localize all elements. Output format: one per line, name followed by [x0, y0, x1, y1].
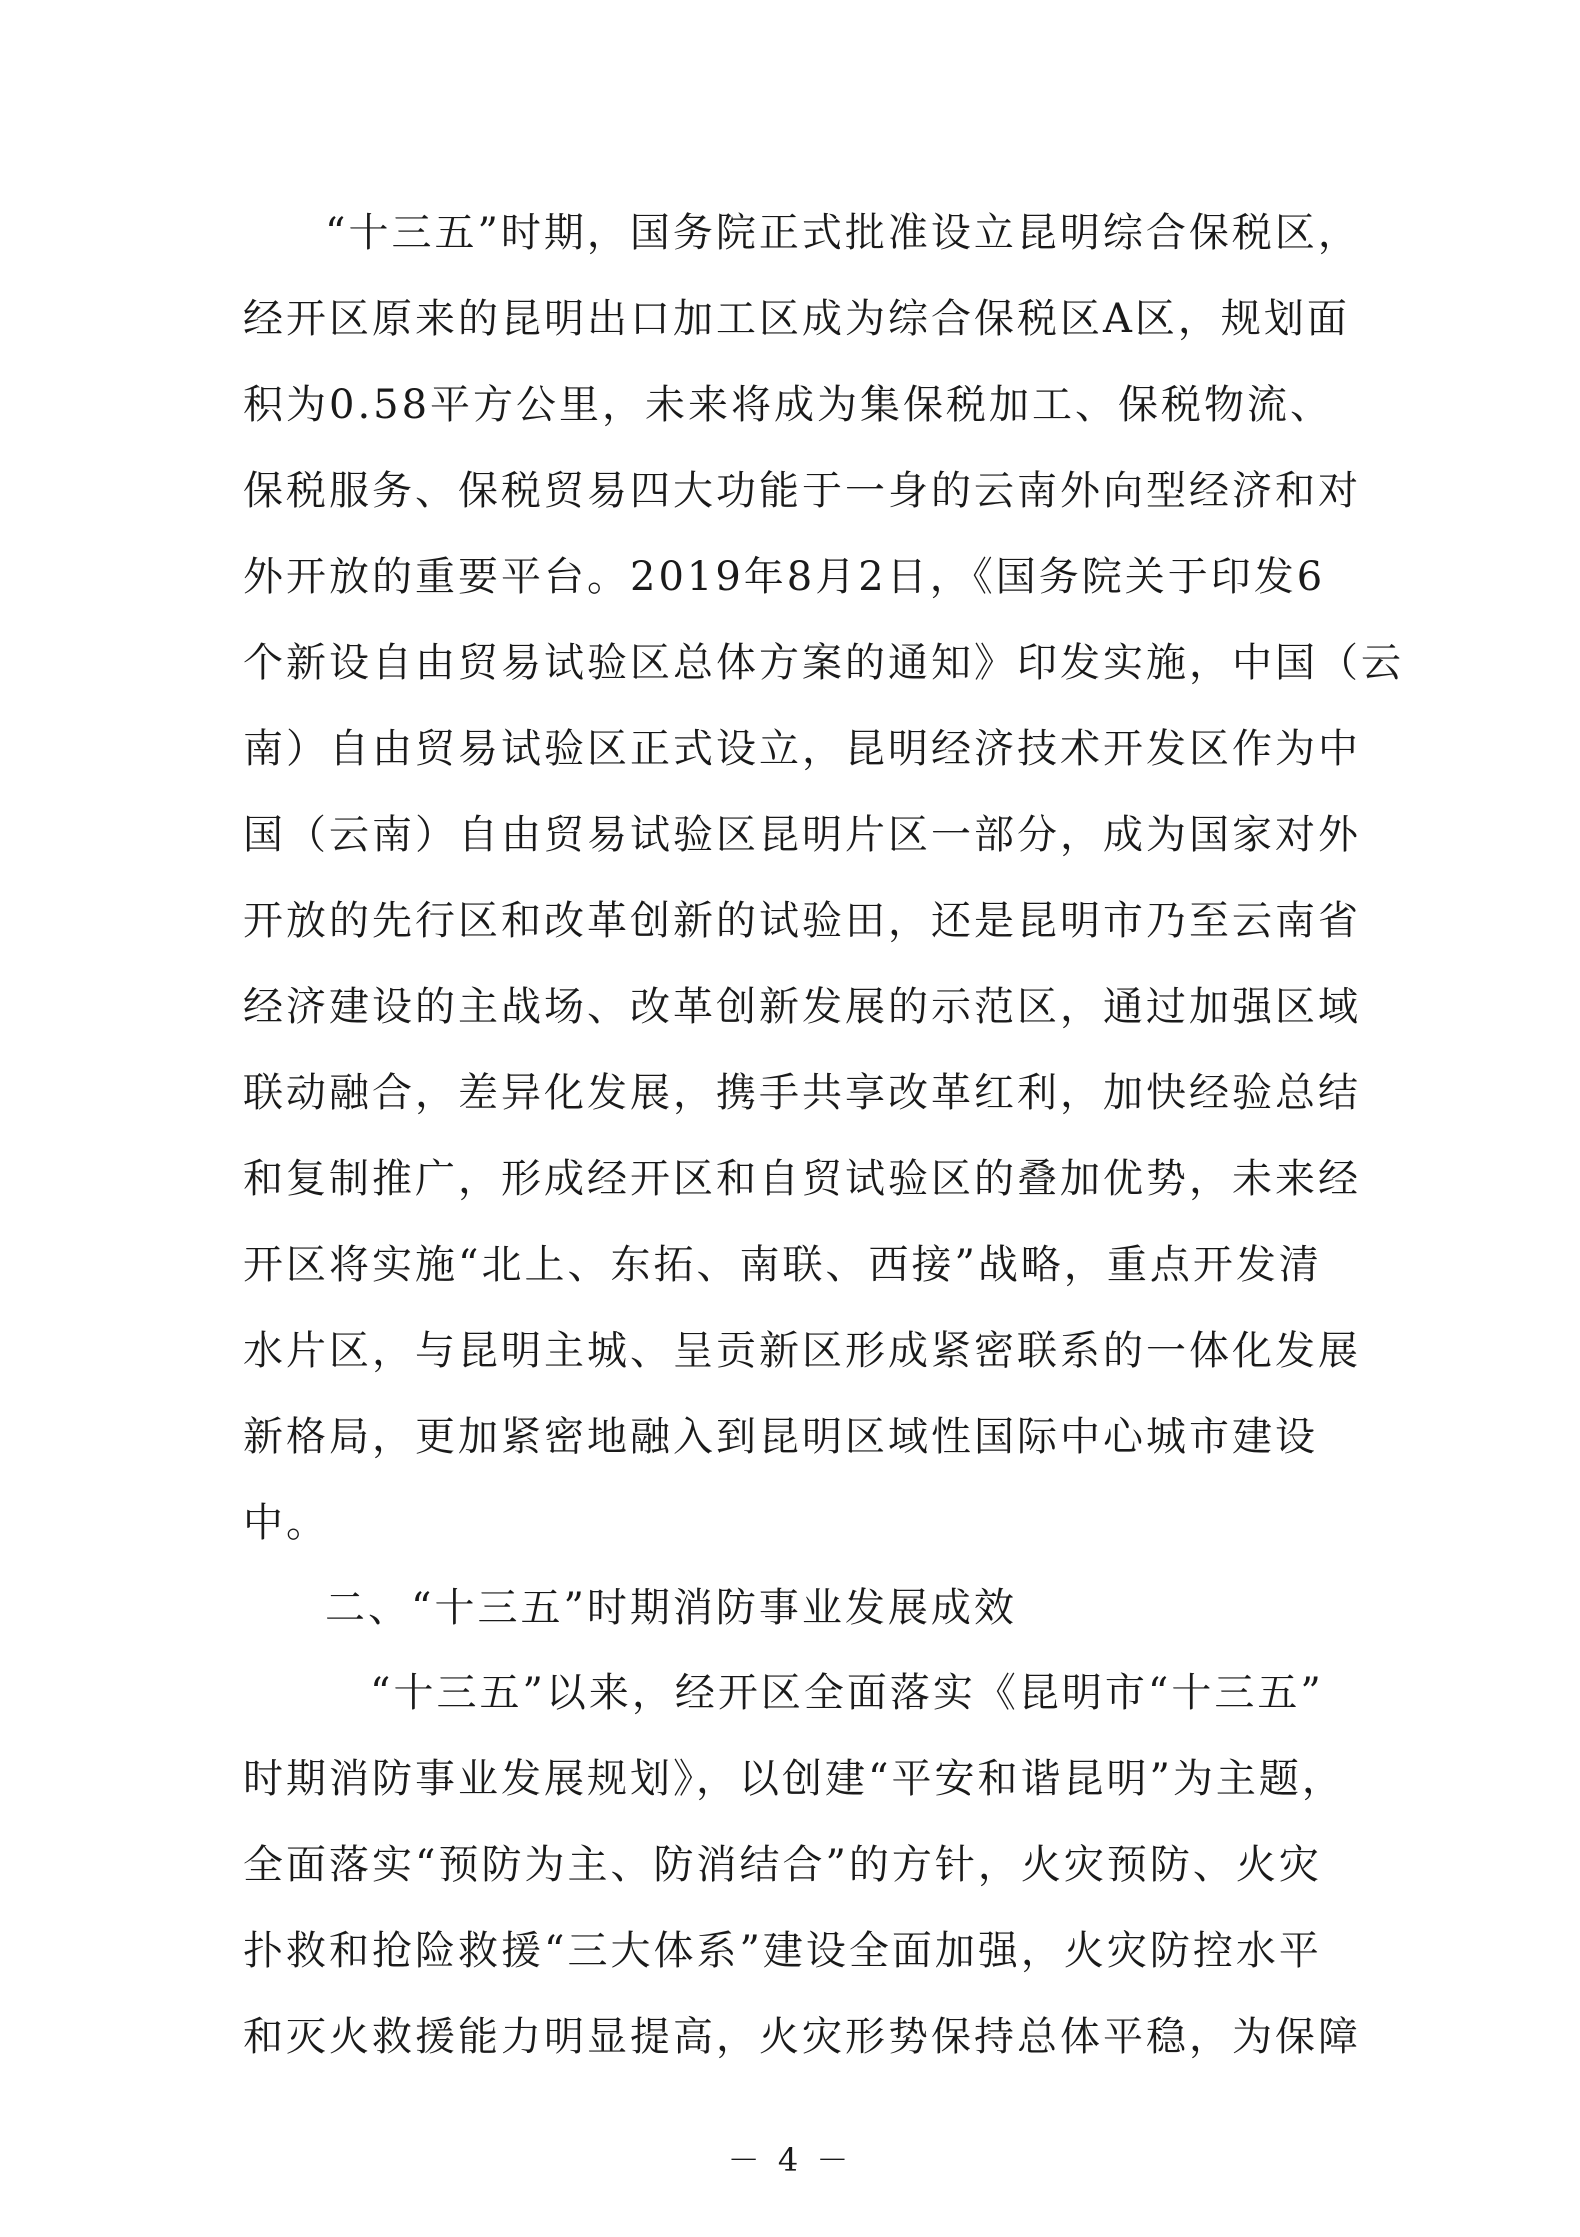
paragraph-line: 全面落实“预防为主、防消结合”的方针，火灾预防、火灾 — [243, 1842, 1322, 1888]
paragraph-line: 国（云南）自由贸易试验区昆明片区一部分，成为国家对外 — [243, 812, 1361, 858]
paragraph-line: 个新设自由贸易试验区总体方案的通知》印发实施，中国（云 — [243, 640, 1404, 686]
paragraph-line: 开区将实施“北上、东拓、南联、西接”战略，重点开发清 — [243, 1242, 1322, 1288]
paragraph-line: 经开区原来的昆明出口加工区成为综合保税区A区，规划面 — [243, 296, 1350, 342]
paragraph-line: 扑救和抢险救援“三大体系”建设全面加强，火灾防控水平 — [243, 1928, 1322, 1974]
paragraph-line: “十三五”时期，国务院正式批准设立昆明综合保税区， — [325, 210, 1361, 256]
paragraph-line: 时期消防事业发展规划》，以创建“平安和谐昆明”为主题， — [243, 1756, 1345, 1802]
paragraph-line: 开放的先行区和改革创新的试验田，还是昆明市乃至云南省 — [243, 898, 1361, 944]
paragraph-line: 中。 — [243, 1500, 329, 1546]
paragraph-line: 经济建设的主战场、改革创新发展的示范区，通过加强区域 — [243, 984, 1361, 1030]
paragraph-line: 和复制推广，形成经开区和自贸试验区的叠加优势，未来经 — [243, 1156, 1361, 1202]
paragraph-line: 水片区，与昆明主城、呈贡新区形成紧密联系的一体化发展 — [243, 1328, 1361, 1374]
paragraph-line: 外开放的重要平台。2019年8月2日，《国务院关于印发6 — [243, 554, 1326, 600]
paragraph-line: 联动融合，差异化发展，携手共享改革红利，加快经验总结 — [243, 1070, 1361, 1116]
page-number: － 4 － — [727, 2141, 853, 2179]
paragraph-line: “十三五”以来，经开区全面落实《昆明市“十三五” — [370, 1670, 1324, 1716]
paragraph-line: 和灭火救援能力明显提高，火灾形势保持总体平稳，为保障 — [243, 2014, 1361, 2060]
paragraph-line: 新格局，更加紧密地融入到昆明区域性国际中心城市建设 — [243, 1414, 1318, 1460]
section-heading: 二、“十三五”时期消防事业发展成效 — [325, 1585, 1017, 1631]
paragraph-line: 南）自由贸易试验区正式设立，昆明经济技术开发区作为中 — [243, 726, 1361, 772]
paragraph-line: 积为0.58平方公里，未来将成为集保税加工、保税物流、 — [243, 382, 1334, 428]
paragraph-line: 保税服务、保税贸易四大功能于一身的云南外向型经济和对 — [243, 468, 1361, 514]
